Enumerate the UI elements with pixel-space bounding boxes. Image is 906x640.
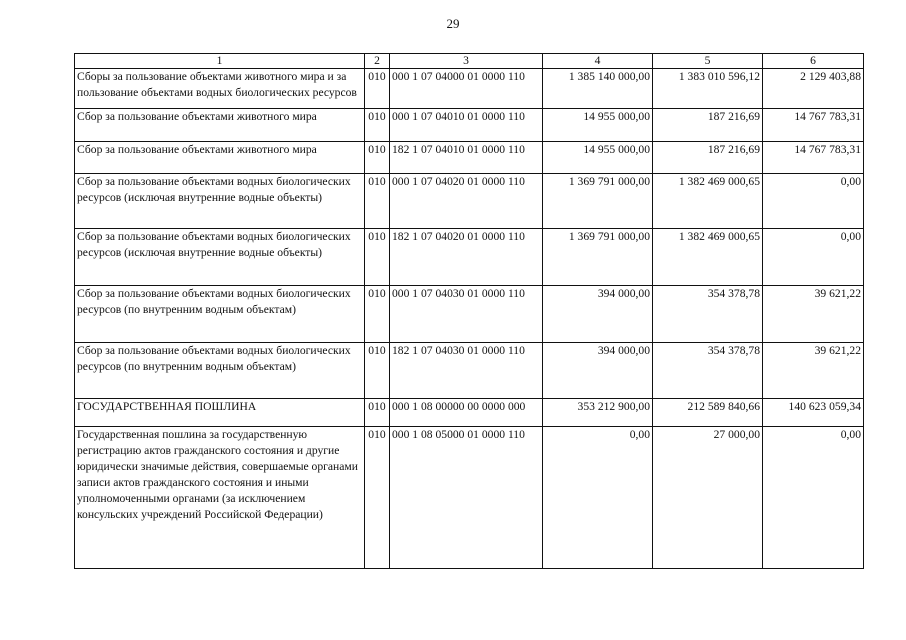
row-actual-value: 27 000,00	[653, 427, 763, 569]
table-row	[75, 229, 864, 286]
table-row	[75, 174, 864, 229]
row-name: Сборы за пользование объектами животного мира и за пользование объектами водных биологических ресурсов	[75, 69, 365, 109]
row-actual-value: 1 382 469 000,65	[653, 174, 763, 229]
row-plan-value: 14 955 000,00	[543, 142, 653, 174]
row-plan-value: 353 212 900,00	[543, 399, 653, 427]
row-name: Государственная пошлина за государственную регистрацию актов гражданского состояния и другие юридически значимые действия, совершаемые органами записи актов гражданского состояния и иными уполномоченными органами (за исключением консульских учреждений Российской Федерации)	[75, 427, 365, 569]
row-name: Сбор за пользование объектами водных биологических ресурсов (по внутренним водным объектам)	[75, 343, 365, 399]
column-header-6: 6	[763, 54, 864, 69]
row-admin-code: 010	[365, 69, 390, 109]
table-row	[75, 286, 864, 343]
table-row	[75, 343, 864, 399]
column-header-3: 3	[390, 54, 543, 69]
budget-revenue-table	[74, 53, 864, 569]
row-name: Сбор за пользование объектами животного мира	[75, 142, 365, 174]
row-classification-code: 000 1 07 04020 01 0000 110	[390, 174, 543, 229]
row-difference-value: 140 623 059,34	[763, 399, 864, 427]
row-classification-code: 182 1 07 04010 01 0000 110	[390, 142, 543, 174]
column-header-2: 2	[365, 54, 390, 69]
table-row	[75, 69, 864, 109]
table-row	[75, 142, 864, 174]
row-difference-value: 0,00	[763, 229, 864, 286]
column-header-4: 4	[543, 54, 653, 69]
column-number-row	[75, 54, 864, 69]
row-difference-value: 14 767 783,31	[763, 142, 864, 174]
row-admin-code: 010	[365, 343, 390, 399]
row-plan-value: 394 000,00	[543, 286, 653, 343]
row-plan-value: 1 369 791 000,00	[543, 229, 653, 286]
row-admin-code: 010	[365, 229, 390, 286]
table-row	[75, 399, 864, 427]
row-classification-code: 000 1 08 00000 00 0000 000	[390, 399, 543, 427]
row-admin-code: 010	[365, 399, 390, 427]
row-actual-value: 187 216,69	[653, 109, 763, 142]
row-classification-code: 000 1 07 04030 01 0000 110	[390, 286, 543, 343]
row-actual-value: 1 383 010 596,12	[653, 69, 763, 109]
row-name: Сбор за пользование объектами водных биологических ресурсов (исключая внутренние водные объекты)	[75, 229, 365, 286]
row-actual-value: 354 378,78	[653, 286, 763, 343]
row-difference-value: 14 767 783,31	[763, 109, 864, 142]
row-admin-code: 010	[365, 142, 390, 174]
page-number: 29	[446, 16, 460, 31]
table-row	[75, 109, 864, 142]
row-actual-value: 187 216,69	[653, 142, 763, 174]
row-classification-code: 000 1 07 04000 01 0000 110	[390, 69, 543, 109]
row-classification-code: 182 1 07 04020 01 0000 110	[390, 229, 543, 286]
row-admin-code: 010	[365, 427, 390, 569]
row-actual-value: 1 382 469 000,65	[653, 229, 763, 286]
row-name: Сбор за пользование объектами животного мира	[75, 109, 365, 142]
row-admin-code: 010	[365, 109, 390, 142]
row-actual-value: 212 589 840,66	[653, 399, 763, 427]
row-name: Сбор за пользование объектами водных биологических ресурсов (исключая внутренние водные объекты)	[75, 174, 365, 229]
row-name: ГОСУДАРСТВЕННАЯ ПОШЛИНА	[75, 399, 365, 427]
column-header-5: 5	[653, 54, 763, 69]
row-classification-code: 182 1 07 04030 01 0000 110	[390, 343, 543, 399]
row-plan-value: 14 955 000,00	[543, 109, 653, 142]
row-admin-code: 010	[365, 174, 390, 229]
row-classification-code: 000 1 08 05000 01 0000 110	[390, 427, 543, 569]
row-plan-value: 394 000,00	[543, 343, 653, 399]
row-difference-value: 0,00	[763, 174, 864, 229]
table-row	[75, 427, 864, 569]
row-difference-value: 39 621,22	[763, 343, 864, 399]
row-actual-value: 354 378,78	[653, 343, 763, 399]
column-header-1: 1	[75, 54, 365, 69]
row-classification-code: 000 1 07 04010 01 0000 110	[390, 109, 543, 142]
row-name: Сбор за пользование объектами водных биологических ресурсов (по внутренним водным объектам)	[75, 286, 365, 343]
row-plan-value: 1 385 140 000,00	[543, 69, 653, 109]
row-difference-value: 39 621,22	[763, 286, 864, 343]
row-difference-value: 2 129 403,88	[763, 69, 864, 109]
row-admin-code: 010	[365, 286, 390, 343]
row-plan-value: 1 369 791 000,00	[543, 174, 653, 229]
row-difference-value: 0,00	[763, 427, 864, 569]
row-plan-value: 0,00	[543, 427, 653, 569]
